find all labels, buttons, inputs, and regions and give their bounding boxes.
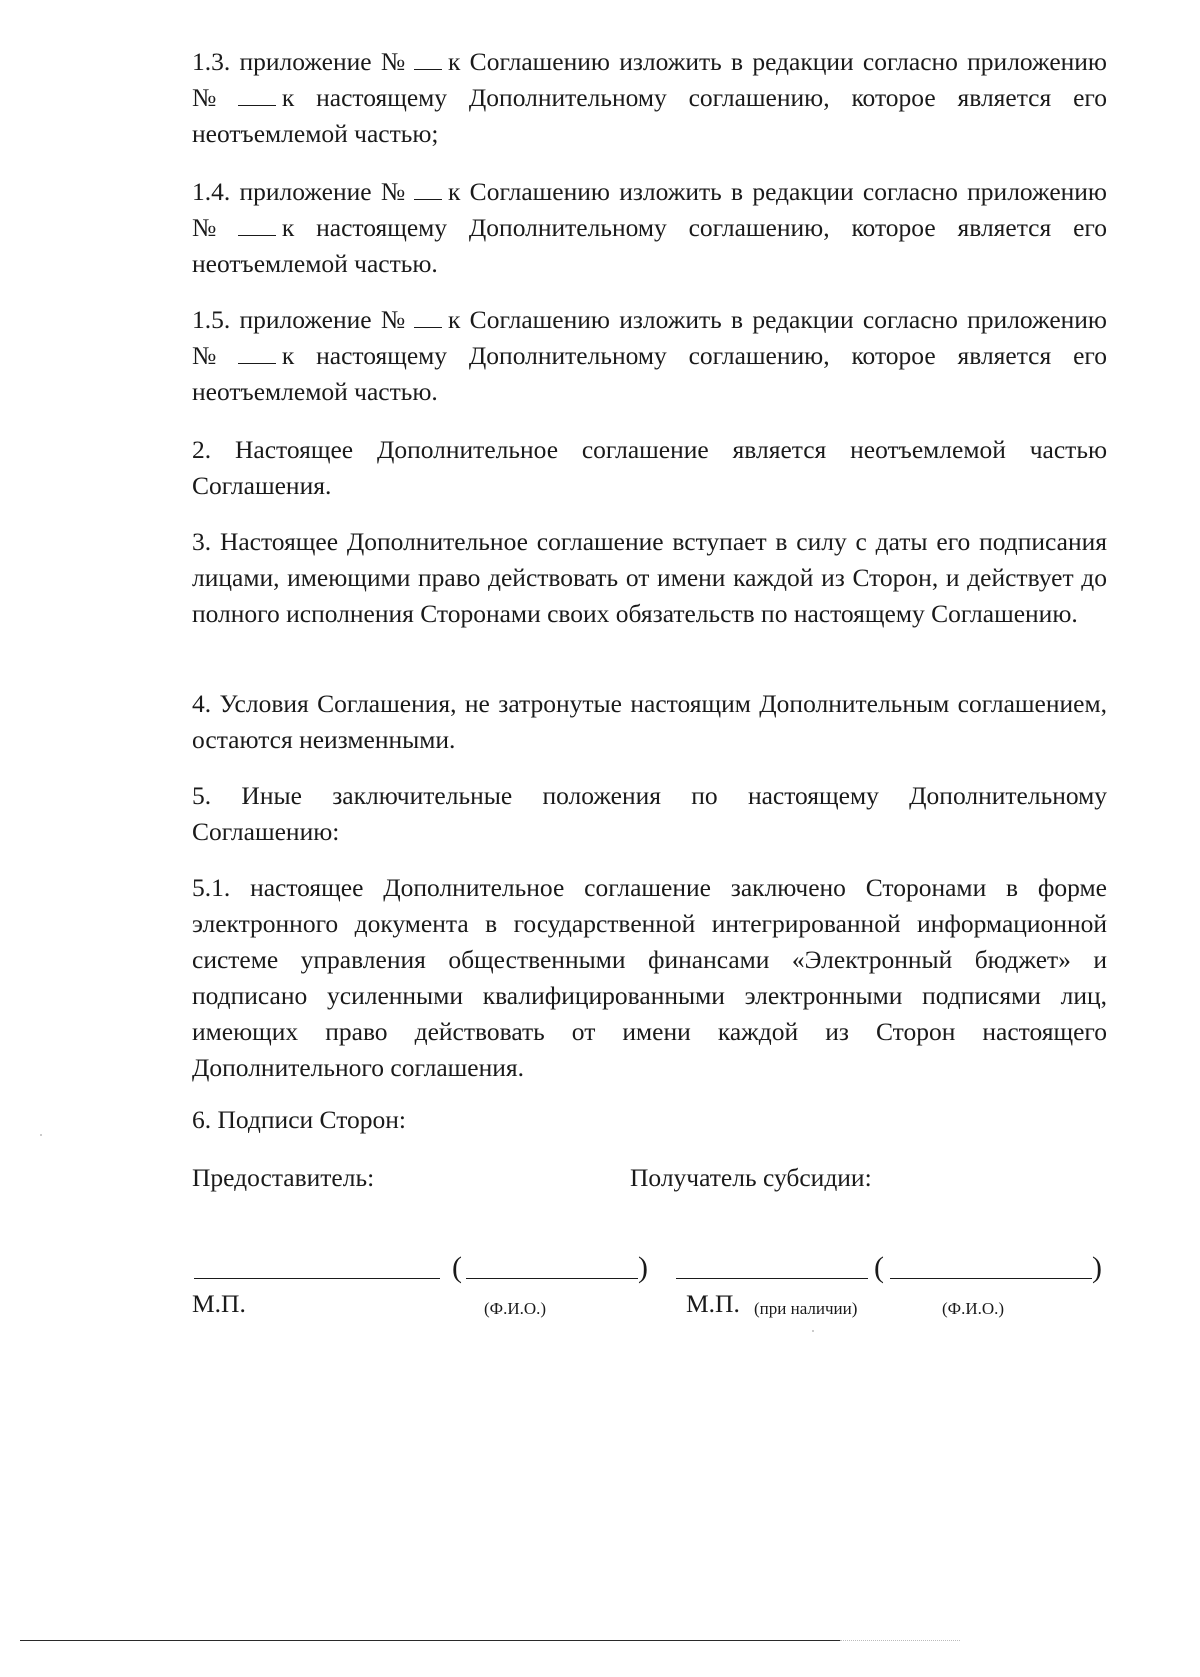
open-paren: (	[452, 1251, 462, 1284]
clause-4: 4. Условия Соглашения, не затронутые настоящим Дополнительным соглашением, остаются неизменными.	[192, 689, 1107, 754]
recipient-fio-caption: (Ф.И.О.)	[942, 1299, 1005, 1318]
clause-5-1: 5.1. настоящее Дополнительное соглашение заключено Сторонами в форме электронного документа в государственной интегрированной информационной системе управления общественными финансами «Электронный бюджет» и подписано усиленными квалифицированными электронными подписями лиц, имеющих право действовать от имени каждой из Сторон настоящего Дополнительного соглашения.	[192, 873, 1107, 1082]
blank-appendix-number	[238, 235, 276, 236]
clause-2: 2. Настоящее Дополнительное соглашение является неотъемлемой частью Соглашения.	[192, 435, 1107, 500]
footer-rule-faded	[840, 1640, 960, 1641]
clause-6-title: 6. Подписи Сторон:	[192, 1105, 406, 1134]
scan-speck	[812, 1330, 814, 1332]
clause-1-5-text-a: 1.5. приложение №	[192, 305, 409, 334]
recipient-fio-line	[890, 1278, 1092, 1279]
recipient-stamp-label: М.П.	[686, 1289, 740, 1318]
clause-5: 5. Иные заключительные положения по настоящему Дополнительному Соглашению:	[192, 781, 1107, 846]
clause-1-5-text-c: к настоящему Дополнительному соглашению, которое является его неотъемлемой частью.	[192, 341, 1107, 406]
clause-1-3	[192, 44, 1107, 152]
provider-label: Предоставитель:	[192, 1163, 375, 1192]
blank-appendix-number	[238, 363, 276, 364]
clause-3: 3. Настоящее Дополнительное соглашение вступает в силу с даты его подписания лицами, имеющими право действовать от имени каждой из Сторон, и действует до полного исполнения Сторонами своих обязательств по настоящему Соглашению.	[192, 527, 1107, 628]
clause-1-3-text-c: к настоящему Дополнительному соглашению, которое является его неотъемлемой частью;	[192, 83, 1107, 148]
clause-1-4-text-b: к Соглашению изложить в редакции согласно приложению №	[192, 177, 1107, 242]
provider-fio-line	[466, 1278, 638, 1279]
open-paren: (	[874, 1251, 884, 1284]
clause-1-3-text-a: 1.3. приложение №	[192, 47, 409, 76]
recipient-stamp-note: (при наличии)	[754, 1299, 858, 1318]
clause-1-4	[192, 174, 1107, 282]
clause-1-4-text-a: 1.4. приложение №	[192, 177, 409, 206]
clause-1-5	[192, 302, 1107, 410]
scan-speck	[40, 1134, 42, 1136]
blank-appendix-number	[414, 327, 442, 328]
blank-appendix-number	[414, 69, 442, 70]
clause-1-3-text-b: к Соглашению изложить в редакции согласно приложению №	[192, 47, 1107, 112]
close-paren: )	[638, 1251, 648, 1284]
blank-appendix-number	[414, 199, 442, 200]
provider-fio-caption: (Ф.И.О.)	[484, 1299, 547, 1318]
blank-appendix-number	[238, 105, 276, 106]
recipient-signature-line	[676, 1278, 868, 1279]
provider-stamp-label: М.П.	[192, 1289, 246, 1318]
clause-1-5-text-b: к Соглашению изложить в редакции согласно приложению №	[192, 305, 1107, 370]
clause-1-4-text-c: к настоящему Дополнительному соглашению, которое является его неотъемлемой частью.	[192, 213, 1107, 278]
recipient-label: Получатель субсидии:	[630, 1163, 872, 1192]
provider-signature-line	[194, 1278, 440, 1279]
close-paren: )	[1092, 1251, 1102, 1284]
footer-rule	[20, 1640, 840, 1641]
